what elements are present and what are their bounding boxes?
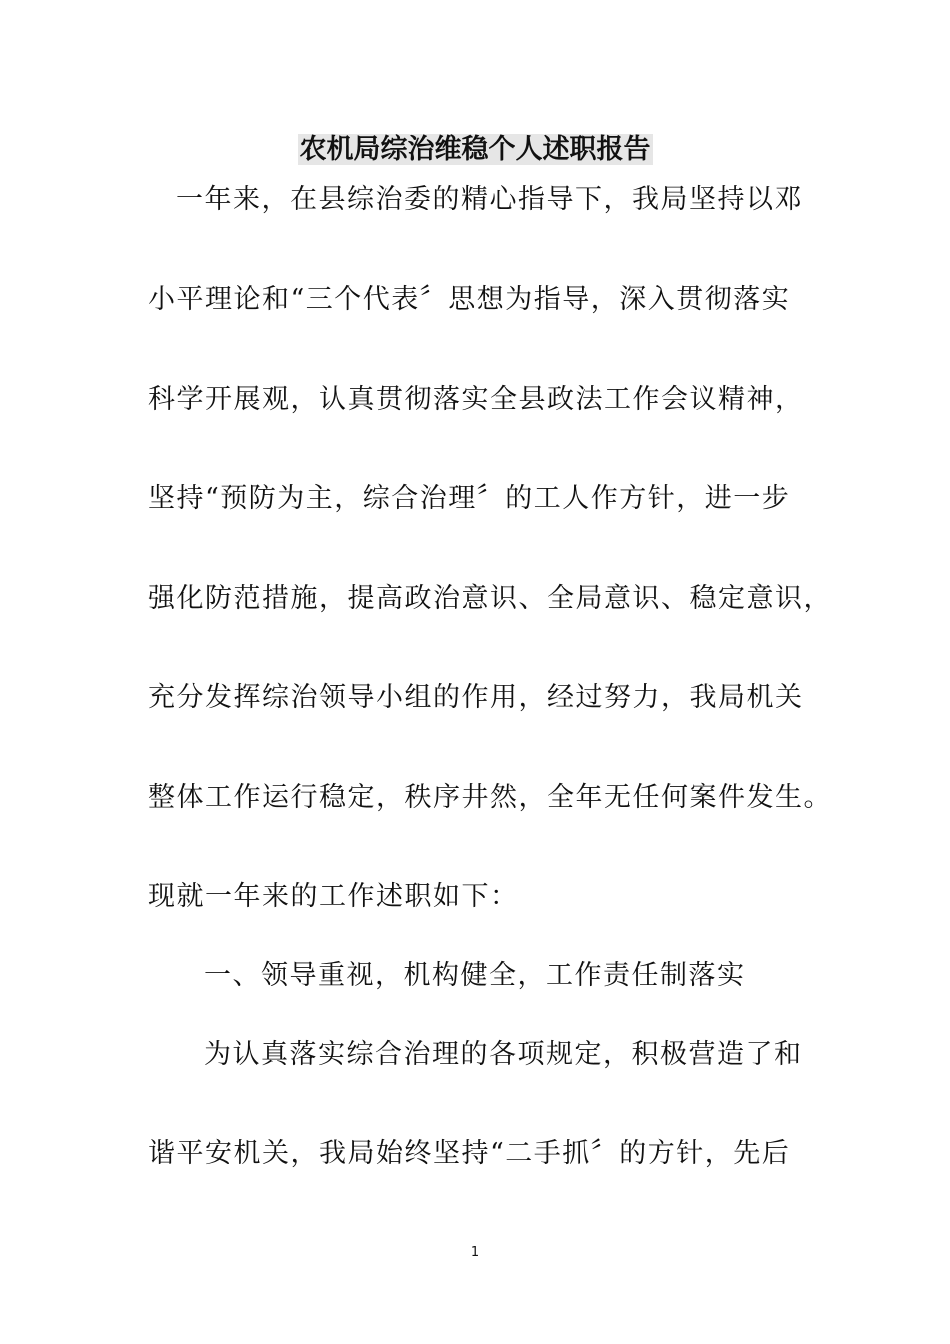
paragraph-line: 谐平安机关，我局始终坚持“二手抓〞的方针，先后	[148, 1138, 791, 1169]
paragraph-line: 一年来，在县综治委的精心指导下，我局坚持以邓	[176, 184, 803, 215]
paragraph-line: 为认真落实综合治理的各项规定，积极营造了和	[204, 1039, 803, 1070]
section-heading: 一、领导重视，机构健全，工作责任制落实	[204, 960, 746, 991]
paragraph-line: 强化防范措施，提高政治意识、全局意识、稳定意识，	[148, 583, 832, 614]
paragraph-line: 现就一年来的工作述职如下：	[148, 881, 519, 912]
paragraph-line: 坚持“预防为主，综合治理〞的工人作方针，进一步	[148, 483, 791, 514]
paragraph-line: 科学开展观，认真贯彻落实全县政法工作会议精神，	[148, 384, 804, 415]
paragraph-line: 整体工作运行稳定，秩序井然，全年无任何案件发生。	[148, 782, 832, 813]
paragraph-line: 充分发挥综治领导小组的作用，经过努力，我局机关	[148, 682, 804, 713]
document-title	[0, 131, 950, 169]
page-number: 1	[470, 1245, 480, 1260]
document-title-text: 农机局综治维稳个人述职报告	[299, 134, 651, 165]
paragraph-line: 小平理论和“三个代表〞思想为指导，深入贯彻落实	[148, 284, 791, 315]
